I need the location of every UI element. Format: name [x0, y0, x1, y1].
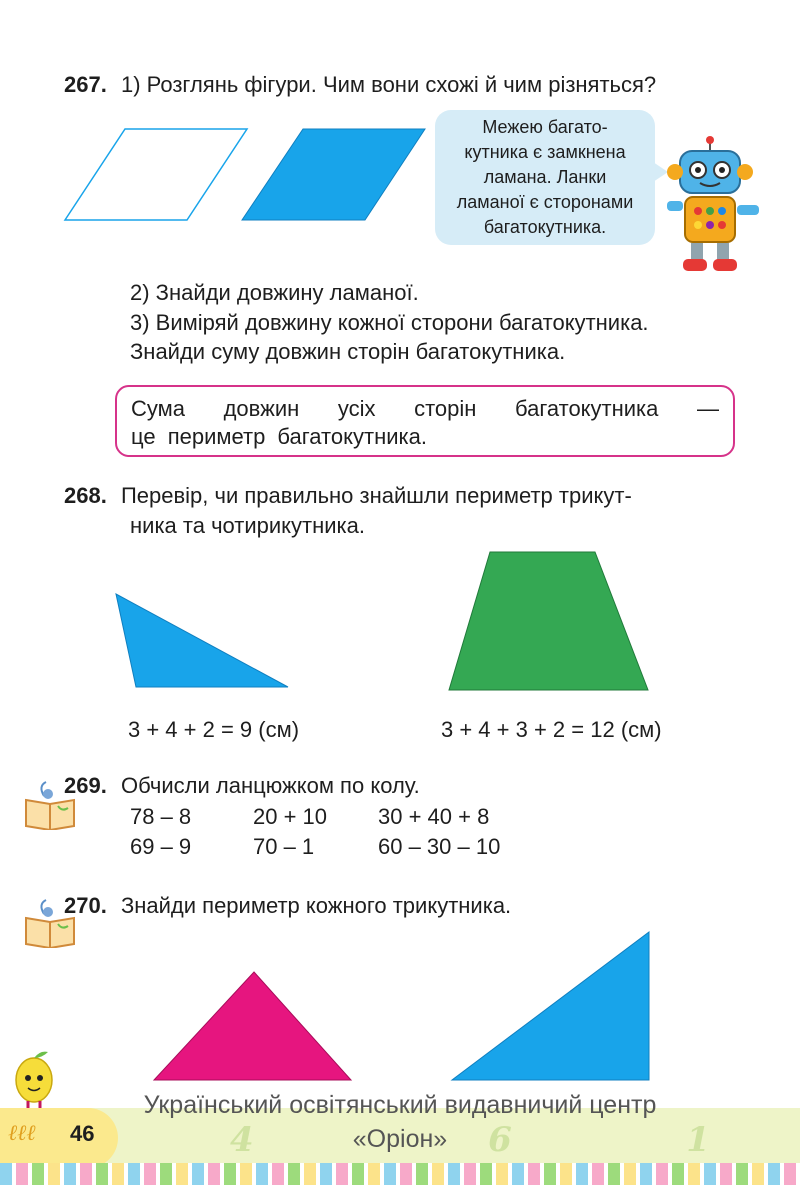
- rule-word: усіх: [337, 396, 376, 421]
- robot-illustration: [665, 135, 775, 275]
- green-trapezoid: [445, 548, 655, 695]
- task-text: Знайди периметр кожного трикутника.: [120, 893, 512, 918]
- task-267-line2: 2) Знайди довжину ламаної.: [130, 280, 419, 305]
- footer-decor-digits: 4 6 1: [230, 1120, 710, 1160]
- page-number: 46: [70, 1121, 95, 1146]
- task-text: Перевір, чи правильно знайшли периметр трикут-: [120, 483, 632, 508]
- task-number: 268.: [64, 483, 107, 508]
- bubble-line: ламана. Ланки: [483, 167, 607, 187]
- task-number: 269.: [64, 773, 107, 798]
- task-270-header: [64, 891, 511, 921]
- parallelograms-figure: [60, 125, 435, 225]
- chain-expr: 20 + 10: [253, 804, 328, 829]
- decorative-swirl: ℓℓℓ: [8, 1121, 36, 1146]
- equation-quadrilateral: 3 + 4 + 3 + 2 = 12 (см): [441, 717, 662, 742]
- rule-word: довжин: [223, 396, 300, 421]
- task-number: 270.: [64, 893, 107, 918]
- rule-box: [115, 385, 735, 457]
- bubble-line: Межею багато-: [482, 117, 608, 137]
- filled-parallelogram: [242, 129, 425, 220]
- rule-line-1: [131, 395, 719, 423]
- task-text: Обчисли ланцюжком по колу.: [120, 773, 420, 798]
- chain-expr: 69 – 9: [130, 834, 192, 859]
- footer-stripes: [0, 1163, 800, 1185]
- rule-word: сторін: [414, 396, 477, 421]
- rule-word: Сума: [131, 396, 186, 421]
- bubble-line: багатокутника.: [483, 217, 607, 237]
- equation-triangle: 3 + 4 + 2 = 9 (см): [128, 717, 300, 742]
- chain-expr: 30 + 40 + 8: [378, 804, 490, 829]
- chain-expr: 70 – 1: [253, 834, 315, 859]
- task-267-line3: 3) Виміряй довжину кожної сторони багатокутника.: [130, 310, 649, 335]
- task-267-header: [64, 70, 656, 100]
- magenta-triangle: [150, 968, 355, 1083]
- publisher-name: Український освітянський видавничий центр: [143, 1091, 657, 1119]
- task-268-header: [64, 481, 632, 511]
- rule-line-2: це периметр багатокутника.: [131, 424, 427, 449]
- bubble-line: кутника є замкнена: [464, 142, 626, 162]
- speech-bubble: [435, 110, 655, 245]
- task-267-line4: Знайди суму довжин сторін багатокутника.: [130, 339, 566, 364]
- blue-triangle: [110, 590, 300, 695]
- rule-word: —: [696, 396, 719, 421]
- rule-word: багатокутника: [514, 396, 659, 421]
- task-269-header: [64, 771, 420, 801]
- task-268-line2: ника та чотирикутника.: [130, 513, 366, 538]
- chain-expr: 60 – 30 – 10: [378, 834, 501, 859]
- blue-right-triangle: [448, 928, 653, 1083]
- task-text: 1) Розглянь фігури. Чим вони схожі й чим різняться?: [120, 72, 657, 97]
- task-number: 267.: [64, 72, 107, 97]
- chain-expr: 78 – 8: [130, 804, 192, 829]
- outline-parallelogram: [65, 129, 247, 220]
- publisher-brand: «Оріон»: [352, 1125, 448, 1153]
- bubble-line: ламаної є сторонами: [456, 192, 634, 212]
